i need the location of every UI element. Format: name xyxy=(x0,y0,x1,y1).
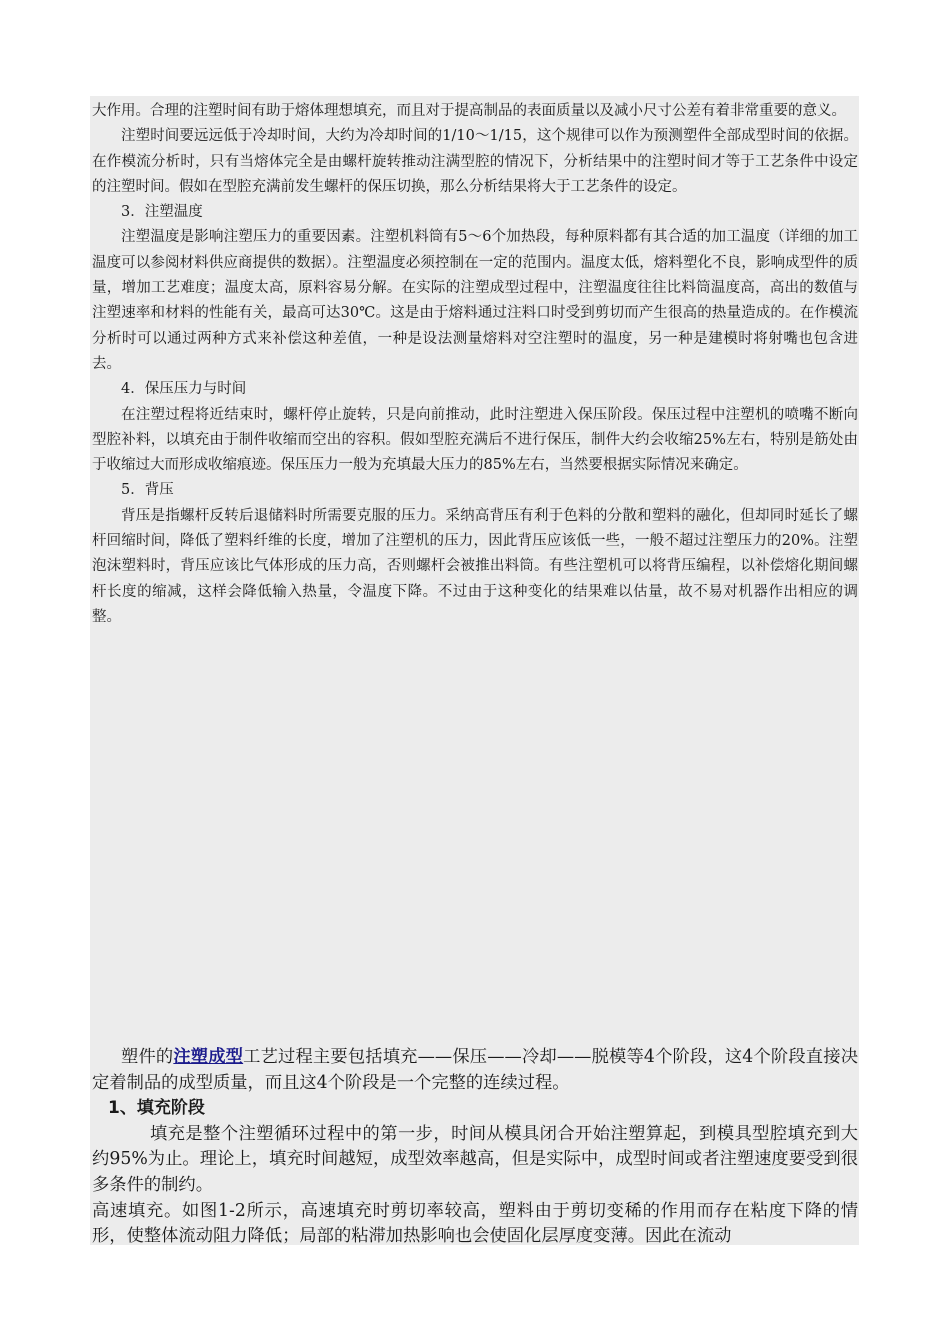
lower-text-section xyxy=(92,1045,858,1250)
paragraph-high-speed-filling: 高速填充。如图1-2所示，高速填充时剪切率较高，塑料由于剪切变稀的作用而存在粘度下降的情形，使整体流动阻力降低；局部的粘滞加热影响也会使固化层厚度变薄。因此在流动 xyxy=(92,1200,858,1247)
injection-molding-link[interactable]: 注塑成型 xyxy=(173,1047,244,1067)
paragraph-holding-pressure: 在注塑过程将近结束时，螺杆停止旋转，只是向前推动，此时注塑进入保压阶段。保压过程中注塑机的喷嘴不断向型腔补料，以填充由于制件收缩而空出的容积。假如型腔充满后不进行保压，制件大约会收缩25%左右，特别是筋处由于收缩过大而形成收缩痕迹。保压压力一般为充填最大压力的85%左右，当然要根据实际情况来确定。 xyxy=(92,406,858,474)
heading-back-pressure: 5．背压 xyxy=(121,482,174,499)
paragraph-back-pressure: 背压是指螺杆反转后退储料时所需要克服的压力。采纳高背压有利于色料的分散和塑料的融化，但却同时延长了螺杆回缩时间，降低了塑料纤维的长度，增加了注塑机的压力，因此背压应该低一些，一般不超过注塑压力的20%。注塑泡沫塑料时，背压应该比气体形成的压力高，否则螺杆会被推出料筒。有些注塑机可以将背压编程，以补偿熔化期间螺杆长度的缩减，这样会降低输入热量，令温度下降。不过由于这种变化的结果难以估量，故不易对机器作出相应的调整。 xyxy=(92,507,858,625)
heading-holding-pressure: 4．保压压力与时间 xyxy=(121,381,247,398)
intro-text-after: 工艺过程主要包括填充——保压——冷却——脱模等4个阶段，这4个阶段直接决定着制品的成型质量，而且这4个阶段是一个完整的连续过程。 xyxy=(92,1047,858,1093)
upper-text-section xyxy=(92,99,858,630)
paragraph-injection-time-end: 大作用。合理的注塑时间有助于熔体理想填充，而且对于提高制品的表面质量以及减小尺寸公差有着非常重要的意义。 xyxy=(92,103,846,119)
heading-injection-temperature: 3．注塑温度 xyxy=(121,204,203,221)
intro-text-before: 塑件的 xyxy=(121,1047,174,1067)
paragraph-process-intro xyxy=(92,1045,858,1096)
heading-filling-stage: 1、填充阶段 xyxy=(108,1098,205,1119)
paragraph-filling-stage: 填充是整个注塑循环过程中的第一步，时间从模具闭合开始注塑算起，到模具型腔填充到大约95%为止。理论上，填充时间越短，成型效率越高，但是实际中，成型时间或者注塑速度要受到很多条件的制约。 xyxy=(92,1123,858,1195)
paragraph-injection-temperature: 注塑温度是影响注塑压力的重要因素。注塑机料筒有5～6个加热段，每种原料都有其合适的加工温度（详细的加工温度可以参阅材料供应商提供的数据）。注塑温度必须控制在一定的范围内。温度太低，熔料塑化不良，影响成型件的质量，增加工艺难度；温度太高，原料容易分解。在实际的注塑成型过程中，注塑温度往往比料筒温度高，高出的数值与注塑速率和材料的性能有关，最高可达30℃。这是由于熔料通过注料口时受到剪切而产生很高的热量造成的。在作模流分析时可以通过两种方式来补偿这种差值，一种是设法测量熔料对空注塑时的温度，另一种是建模时将射嘴也包含进去。 xyxy=(92,229,858,372)
paragraph-injection-time-ratio: 注塑时间要远远低于冷却时间，大约为冷却时间的1/10～1/15，这个规律可以作为预测塑件全部成型时间的依据。在作模流分析时，只有当熔体完全是由螺杆旋转推动注满型腔的情况下，分析结果中的注塑时间才等于工艺条件中设定的注塑时间。假如在型腔充满前发生螺杆的保压切换，那么分析结果将大于工艺条件的设定。 xyxy=(92,128,858,195)
